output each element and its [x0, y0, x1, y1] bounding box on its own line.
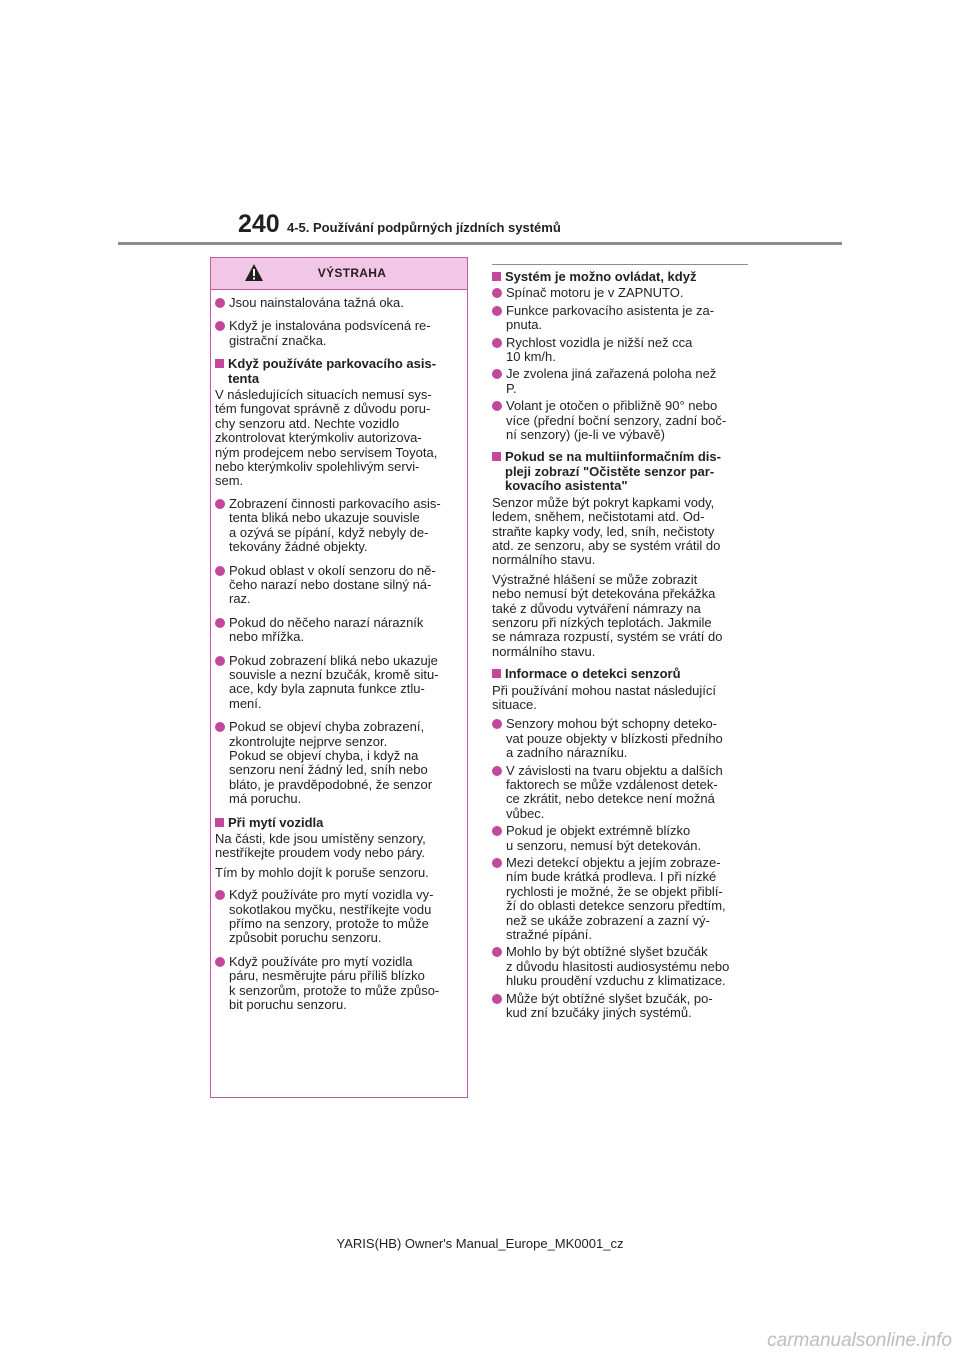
bullet-dot-icon	[215, 722, 225, 732]
list-item	[492, 286, 752, 300]
list-item	[215, 564, 460, 607]
list-item-text: Když používáte pro mytí vozidla páru, nesměrujte páru příliš blízko k senzorům, protože to může způso- bit poruchu senzoru.	[229, 953, 440, 1013]
bullet-dot-icon	[492, 401, 502, 411]
paragraph: V následujících situacích nemusí sys- tém fungovat správně z důvodu poru- chy senzoru atd. Nechte vozidlo zkontrolovat kterýmkoliv autorizova- ným prodejcem nebo servisem Toyota, nebo kterýmkoliv spolehlivým servi- sem.	[215, 387, 438, 489]
list-item	[492, 367, 752, 396]
list-item-text: Rychlost vozidla je nižší než cca 10 km/h.	[506, 334, 693, 365]
list-item	[492, 764, 752, 822]
list-item	[492, 304, 752, 333]
list-item	[492, 856, 752, 942]
list-item-text: Spínač motoru je v ZAPNUTO.	[506, 285, 684, 301]
list-item	[215, 654, 460, 712]
list-item	[492, 336, 752, 365]
list-item-text: V závislosti na tvaru objektu a dalších faktorech se může vzdálenost detek- ce zkrátit, nebo detekce není možná vůbec.	[506, 762, 723, 821]
list-item-text: Může být obtížné slyšet bzučák, po- kud zní bzučáky jiných systémů.	[506, 990, 713, 1021]
bullet-dot-icon	[215, 957, 225, 967]
bullet-dot-icon	[215, 321, 225, 331]
subheading	[492, 270, 752, 284]
list-item	[492, 399, 752, 442]
list-item-text: Pokud do něčeho narazí nárazník nebo mřížka.	[229, 614, 424, 645]
subheading	[492, 450, 752, 493]
list-item	[215, 616, 460, 645]
header-divider	[118, 242, 842, 245]
list-item	[215, 720, 460, 806]
list-item-text: Mohlo by být obtížné slyšet bzučák z důvodu hlasitosti audiosystému nebo hluku proudění vzduchu z klimatizace.	[506, 944, 730, 989]
square-bullet-icon	[492, 669, 501, 678]
list-item	[492, 945, 752, 988]
page-footer: YARIS(HB) Owner's Manual_Europe_MK0001_cz	[336, 1236, 624, 1251]
warning-body	[211, 290, 467, 1012]
section-title: 4-5. Používání podpůrných jízdních systémů	[287, 220, 561, 235]
list-item-text: Pokud je objekt extrémně blízko u senzoru, nemusí být detekován.	[506, 823, 702, 853]
bullet-dot-icon	[492, 766, 502, 776]
list-item-text: Pokud zobrazení bliká nebo ukazuje souvisle a nezní bzučák, kromě situ- ace, kdy byla zapnuta funkce ztlu- mení.	[229, 652, 439, 711]
list-item-text: Pokud oblast v okolí senzoru do ně- čeho narazí nebo dostane silný ná- raz.	[229, 562, 436, 607]
list-item	[215, 296, 460, 310]
list-item-text: Mezi detekcí objektu a jejím zobraze- ním bude krátká prodleva. I při nízké rychlosti je možné, že se objekt přiblí- ží do oblasti detekce senzoru předtím, než se ukáže zobrazení a zazní vý- stražné pípání.	[506, 855, 726, 943]
paragraph: Tím by mohlo dojít k poruše senzoru.	[215, 864, 429, 880]
bullet-dot-icon	[492, 338, 502, 348]
bullet-dot-icon	[215, 298, 225, 308]
bullet-dot-icon	[215, 618, 225, 628]
subheading-text: Když používáte parkovacího asis- tenta	[228, 356, 437, 386]
bullet-dot-icon	[492, 288, 502, 298]
list-item-text: Zobrazení činnosti parkovacího asis- tenta bliká nebo ukazuje souvisle a ozývá se pípání, když nebyly de- tekovány žádné objekty.	[229, 495, 441, 555]
warning-title: VÝSTRAHA	[317, 266, 387, 280]
subheading	[215, 816, 460, 830]
list-item-text: Volant je otočen o přibližně 90° nebo více (přední boční senzory, zadní boč- ní senzory) (je-li ve výbavě)	[506, 398, 727, 443]
subheading	[492, 667, 752, 681]
right-column	[492, 264, 752, 1024]
square-bullet-icon	[215, 818, 224, 827]
list-item-text: Funkce parkovacího asistenta je za- pnuta.	[506, 302, 715, 333]
paragraph: Senzor může být pokryt kapkami vody, ledem, sněhem, nečistotami atd. Od- straňte kapky vody, led, sníh, nečistoty atd. ze senzoru, aby se systém vrátil do normálního stavu.	[492, 494, 721, 568]
square-bullet-icon	[215, 359, 224, 368]
list-item	[215, 497, 460, 555]
subheading-text: Při mytí vozidla	[228, 814, 324, 830]
warning-header	[211, 258, 467, 290]
warning-triangle-icon	[244, 263, 264, 282]
list-item-text: Je zvolena jiná zařazená poloha než P.	[506, 366, 717, 396]
bullet-dot-icon	[492, 826, 502, 836]
list-item	[492, 824, 752, 853]
list-item	[215, 888, 460, 946]
bullet-dot-icon	[492, 858, 502, 868]
subheading-text: Systém je možno ovládat, když	[505, 269, 697, 284]
list-item	[215, 955, 460, 1013]
bullet-dot-icon	[215, 890, 225, 900]
list-item	[492, 992, 752, 1021]
subheading-text: Informace o detekci senzorů	[505, 666, 681, 682]
subheading	[215, 357, 460, 386]
bullet-dot-icon	[215, 499, 225, 509]
list-item-text: Senzory mohou být schopny deteko- vat pouze objekty v blízkosti předního a zadního nárazníku.	[506, 716, 723, 761]
bullet-dot-icon	[492, 306, 502, 316]
paragraph: Výstražné hlášení se může zobrazit nebo nemusí být detekována překážka také z důvodu vytváření námrazy na senzoru při nízkých teplotách. Jakmile se námraza rozpustí, systém se vrátí do normálního stavu.	[492, 571, 723, 659]
page-number: 240	[238, 210, 280, 238]
list-item-text: Jsou nainstalována tažná oka.	[229, 295, 404, 310]
list-item-text: Pokud se objeví chyba zobrazení, zkontrolujte nejprve senzor. Pokud se objeví chyba, i když na senzoru není žádný led, sníh nebo bláto, je pravděpodobné, že senzor má poruchu.	[229, 719, 433, 807]
list-item	[492, 717, 752, 760]
watermark: carmanualsonline.info	[767, 1330, 952, 1351]
square-bullet-icon	[492, 272, 501, 281]
paragraph: Na části, kde jsou umístěny senzory, nestříkejte proudem vody nebo páry.	[215, 831, 426, 861]
paragraph: Při používání mohou nastat následující situace.	[492, 682, 717, 712]
bullet-dot-icon	[215, 566, 225, 576]
subheading-text: Pokud se na multiinformačním dis- pleji zobrazí "Očistěte senzor par- kovacího asistenta"	[505, 449, 721, 494]
square-bullet-icon	[492, 452, 501, 461]
bullet-dot-icon	[215, 656, 225, 666]
list-item-text: Když je instalována podsvícená re- gistrační značka.	[229, 318, 431, 348]
list-item-text: Když používáte pro mytí vozidla vy- sokotlakou myčku, nestříkejte vodu přímo na senzory, protože to může způsobit poruchu senzoru.	[229, 887, 434, 946]
warning-box	[210, 257, 468, 1098]
bullet-dot-icon	[492, 719, 502, 729]
bullet-dot-icon	[492, 994, 502, 1004]
bullet-dot-icon	[492, 947, 502, 957]
bullet-dot-icon	[492, 369, 502, 379]
list-item	[215, 319, 460, 348]
